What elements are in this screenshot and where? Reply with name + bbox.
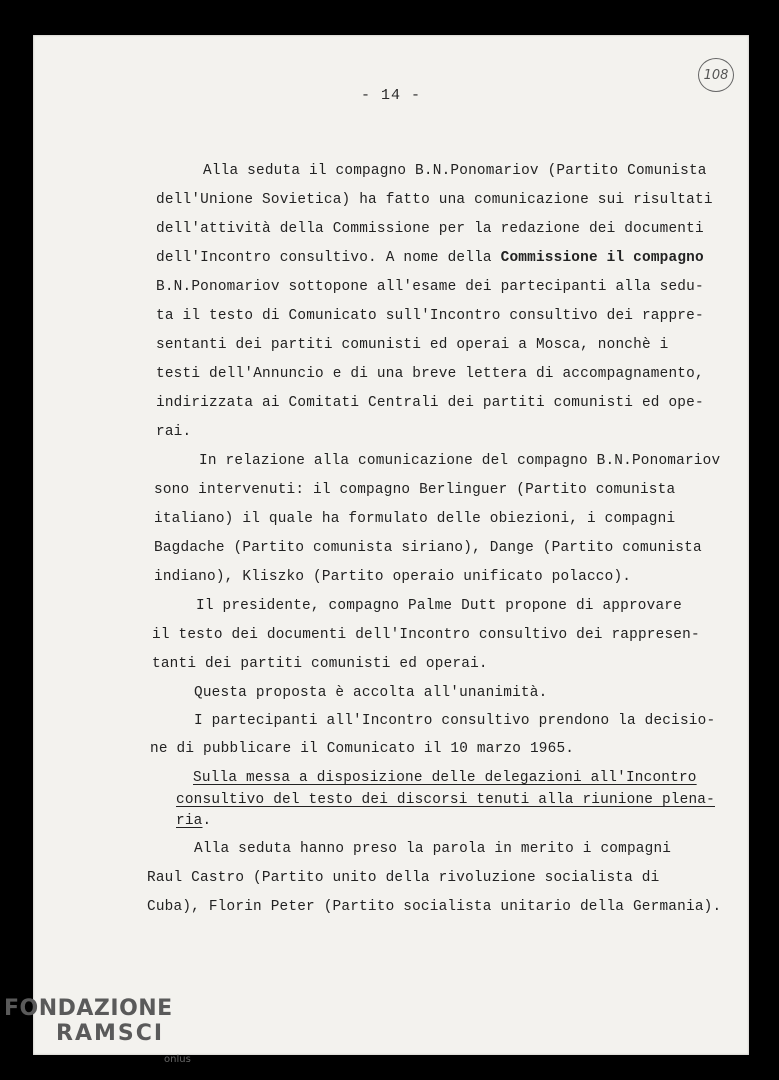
heading-text-segment: ria [176, 813, 203, 829]
text-line: B.N.Ponomariov sottopone all'esame dei partecipanti alla sedu- [156, 279, 704, 295]
text-line: Il presidente, compagno Palme Dutt propone di approvare [196, 598, 682, 614]
text-line: rai. [156, 424, 192, 440]
text-line: tanti dei partiti comunisti ed operai. [152, 656, 488, 672]
section-heading-line [176, 813, 211, 829]
text-line: Bagdache (Partito comunista siriano), Dange (Partito comunista [154, 540, 702, 556]
text-line: dell'Unione Sovietica) ha fatto una comunicazione sui risultati [156, 192, 713, 208]
bold-text-segment: Commissione il compagno [500, 250, 704, 266]
watermark-line1: FONDAZIONE [4, 996, 173, 1021]
text-line: ta il testo di Comunicato sull'Incontro consultivo dei rappre- [156, 308, 704, 324]
text-line: il testo dei documenti dell'Incontro consultivo dei rappresen- [152, 627, 700, 643]
text-line: ne di pubblicare il Comunicato il 10 marzo 1965. [150, 741, 575, 757]
text-line-mixed [156, 250, 704, 266]
text-line: I partecipanti all'Incontro consultivo prendono la decisio- [194, 713, 716, 729]
fondazione-gramsci-watermark [4, 996, 191, 1065]
text-line: testi dell'Annuncio e di una breve lettera di accompagnamento, [156, 366, 704, 382]
text-line: sono intervenuti: il compagno Berlinguer (Partito comunista [154, 482, 676, 498]
section-heading-line: Sulla messa a disposizione delle delegazioni all'Incontro [193, 770, 697, 786]
text-line: Raul Castro (Partito unito della rivoluzione socialista di [147, 870, 660, 886]
text-line: dell'attività della Commissione per la redazione dei documenti [156, 221, 704, 237]
heading-end-punctuation: . [202, 813, 212, 829]
section-heading-line: consultivo del testo dei discorsi tenuti alla riunione plena- [176, 792, 715, 808]
text-segment: dell'Incontro consultivo. A nome della [156, 250, 501, 266]
text-line: In relazione alla comunicazione del compagno B.N.Ponomariov [199, 453, 721, 469]
text-line: Alla seduta hanno preso la parola in merito i compagni [194, 841, 672, 857]
page-number: - 14 - [360, 87, 421, 104]
text-line: Questa proposta è accolta all'unanimità. [194, 685, 548, 701]
text-line: indirizzata ai Comitati Centrali dei partiti comunisti ed ope- [156, 395, 704, 411]
text-line: italiano) il quale ha formulato delle obiezioni, i compagni [154, 511, 676, 527]
text-line: Cuba), Florin Peter (Partito socialista unitario della Germania). [147, 899, 722, 915]
archive-folio-mark: 108 [698, 58, 734, 92]
text-line: sentanti dei partiti comunisti ed operai a Mosca, nonchè i [156, 337, 669, 353]
document-page [33, 35, 749, 1055]
text-line: Alla seduta il compagno B.N.Ponomariov (Partito Comunista [203, 163, 707, 179]
watermark-line2: RAMSCI [56, 1021, 165, 1046]
text-line: indiano), Kliszko (Partito operaio unificato polacco). [154, 569, 632, 585]
watermark-suffix: onlus [164, 1054, 191, 1065]
